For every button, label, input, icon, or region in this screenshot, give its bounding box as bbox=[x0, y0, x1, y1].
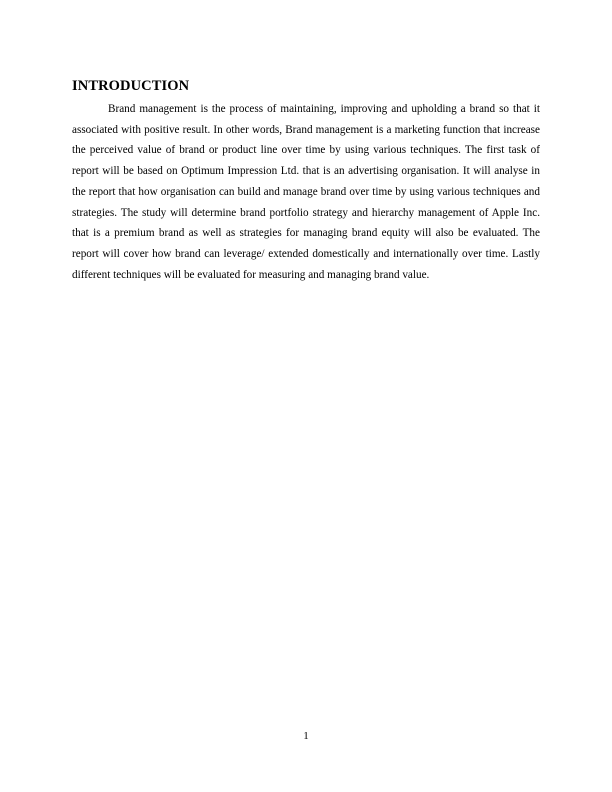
section-heading: INTRODUCTION bbox=[72, 78, 190, 94]
page-number: 1 bbox=[303, 730, 309, 742]
introduction-paragraph: Brand management is the process of maintaining, improving and upholding a brand so that it associated with positive result. In other words, Brand management is a marketing function that increase the perceived value of brand or product line over time by using various techniques. The first task of report will be based on Optimum Impression Ltd. that is an advertising organisation. It will analyse in the report that how organisation can build and manage brand over time by using various techniques and strategies. The study will determine brand portfolio strategy and hierarchy management of Apple Inc. that is a premium brand as well as strategies for managing brand equity will also be evaluated. The report will cover how brand can leverage/ extended domestically and internationally over time. Lastly different techniques will be evaluated for measuring and managing brand value. bbox=[72, 103, 540, 281]
